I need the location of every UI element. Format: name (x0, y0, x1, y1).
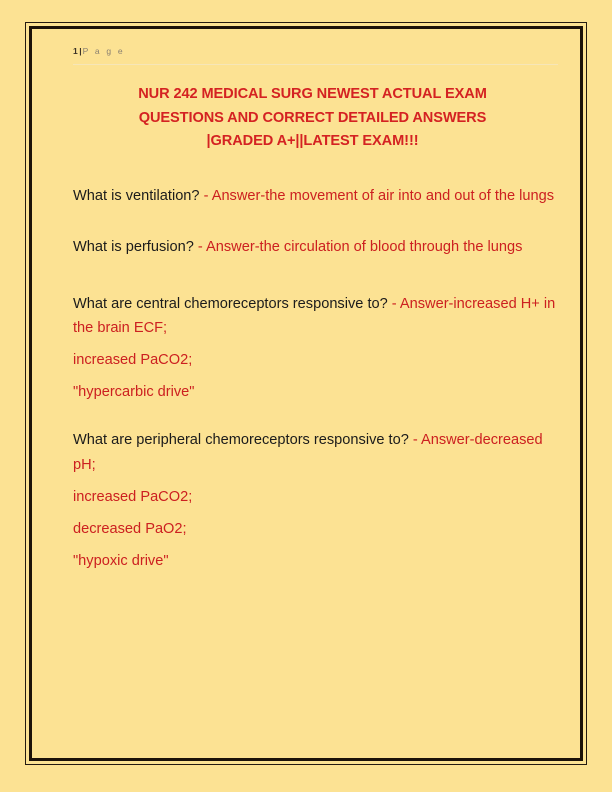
answer-extra-line: decreased PaO2; (73, 520, 187, 537)
answer-text: - Answer-the circulation of blood through the lungs (193, 238, 523, 255)
page-header-separator: | (79, 46, 82, 56)
answer-text: - Answer-the movement of air into and out of the lungs (199, 187, 555, 204)
qa-block (73, 184, 558, 208)
qa-block (73, 235, 558, 259)
page-inner-border (29, 26, 583, 761)
qa-lead-line (73, 184, 558, 208)
title-line-2: QUESTIONS AND CORRECT DETAILED ANSWERS (138, 109, 487, 126)
question-text: What are central chemoreceptors responsive to? (73, 295, 388, 312)
running-header (73, 41, 558, 65)
qa-lead-line (73, 428, 558, 476)
qa-block (73, 428, 558, 572)
qa-lead-line (73, 235, 558, 259)
qa-block (73, 292, 558, 404)
title-line-1: NUR 242 MEDICAL SURG NEWEST ACTUAL EXAM (138, 86, 487, 102)
page-number: 1 (73, 46, 79, 56)
answer-extra-line: "hypoxic drive" (73, 552, 169, 569)
question-text: What is perfusion? (73, 238, 194, 255)
answer-extra-line: "hypercarbic drive" (73, 384, 195, 401)
answer-text: - Answer-decreased pH; (73, 432, 543, 473)
answer-extra-line: increased PaCO2; (73, 352, 193, 369)
question-text: What are peripheral chemoreceptors responsive to? (73, 432, 409, 449)
question-text: What is ventilation? (73, 187, 200, 204)
answer-text: - Answer-increased H+ in the brain ECF; (73, 295, 556, 337)
document-title (75, 83, 550, 154)
title-line-3: |GRADED A+||LATEST EXAM!!! (206, 133, 419, 149)
page-header-label: P a g e (82, 46, 125, 56)
answer-extra-line: increased PaCO2; (73, 488, 193, 505)
document-page (25, 22, 587, 765)
page-content (32, 29, 580, 758)
qa-lead-line (73, 292, 558, 340)
